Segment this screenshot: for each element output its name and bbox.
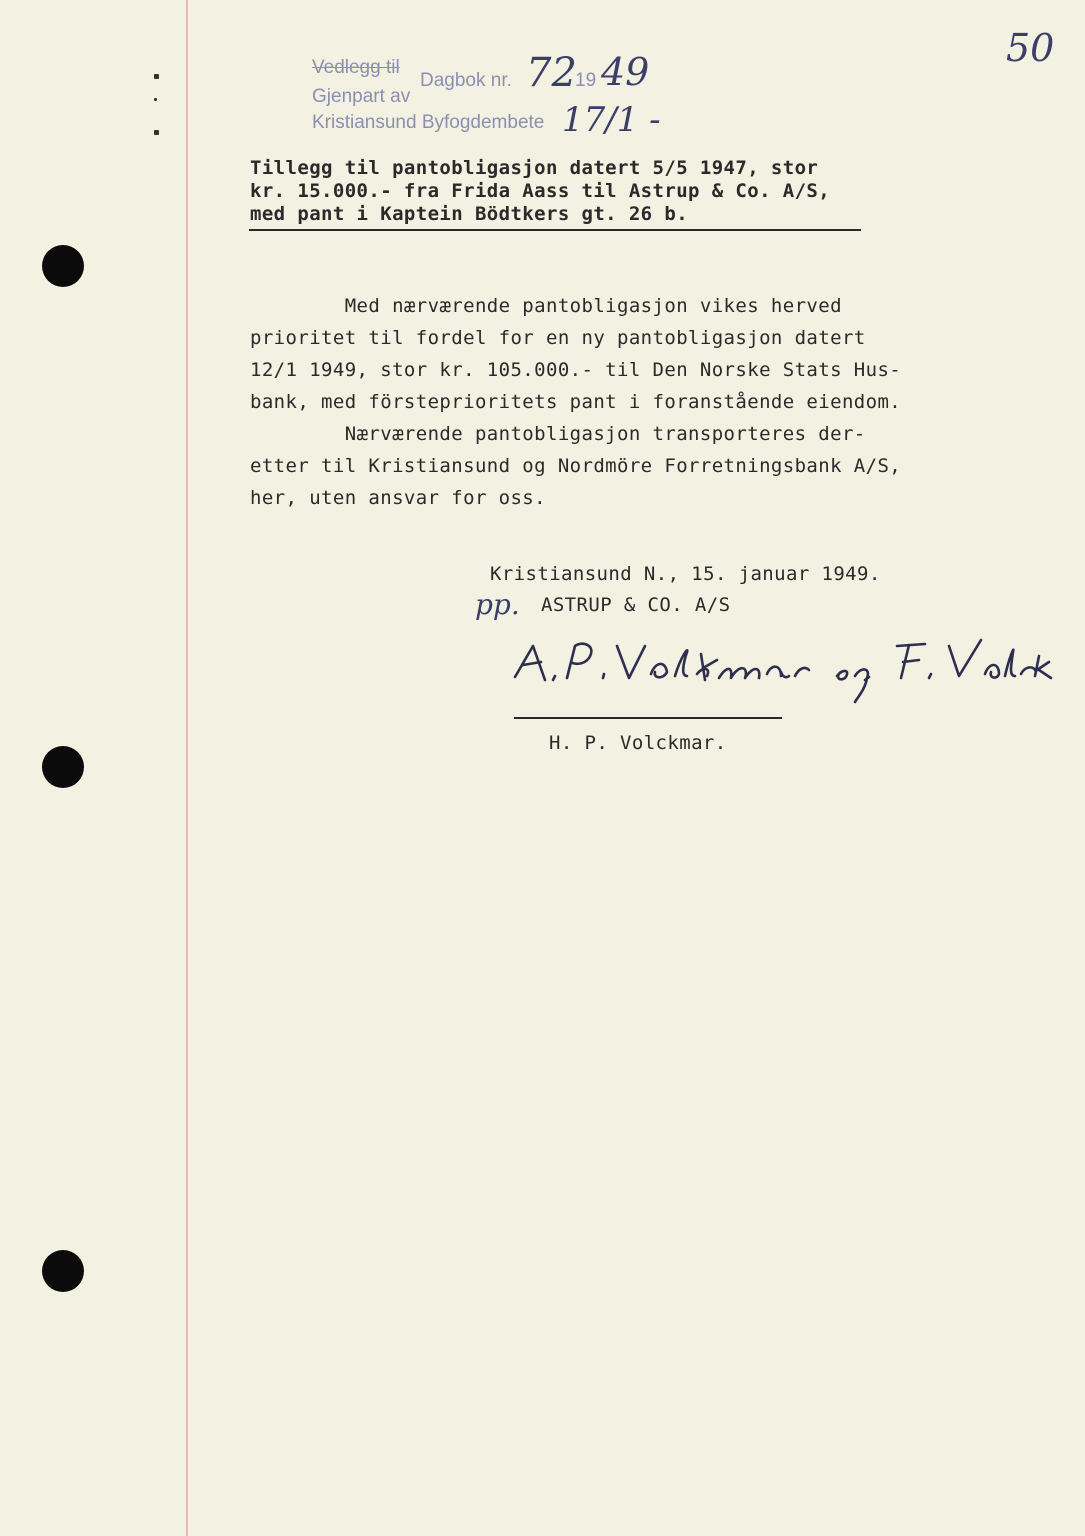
stamp-gjenpart: Gjenpart av <box>312 86 411 107</box>
company-name: ASTRUP & CO. A/S <box>541 594 731 616</box>
body-line-7: her, uten ansvar for oss. <box>250 487 546 509</box>
page-number: 50 <box>1006 26 1055 70</box>
margin-mark <box>154 98 157 101</box>
stamp-year-prefix: 19 <box>575 70 597 91</box>
margin-line <box>186 0 188 1536</box>
signer-name: H. P. Volckmar. <box>549 732 727 754</box>
signature-line <box>514 717 782 719</box>
heading-underline <box>249 229 861 231</box>
margin-mark <box>154 74 159 79</box>
punch-hole-top <box>42 245 84 287</box>
stamp-dagbok-number: 72 <box>526 50 577 96</box>
body-line-1: Med nærværende pantobligasjon vikes herved <box>250 295 842 317</box>
stamp-dagbok-label: Dagbok nr. <box>420 70 512 91</box>
stamp-crossed-text: Vedlegg til <box>312 57 400 78</box>
stamp-office: Kristiansund Byfogdembete <box>312 112 545 133</box>
punch-hole-middle <box>42 746 84 788</box>
heading-line-2: kr. 15.000.- fra Frida Aass til Astrup & Co. A/S, <box>250 180 831 202</box>
body-line-2: prioritet til fordel for en ny pantobligasjon datert <box>250 327 866 349</box>
handwritten-signature <box>505 632 1065 707</box>
body-line-6: etter til Kristiansund og Nordmöre Forretningsbank A/S, <box>250 455 902 477</box>
punch-hole-bottom <box>42 1250 84 1292</box>
stamp-year-suffix: 49 <box>601 50 650 94</box>
body-line-4: bank, med försteprioritets pant i foranstående eiendom. <box>250 391 902 413</box>
heading-line-3: med pant i Kaptein Bödtkers gt. 26 b. <box>250 203 689 225</box>
margin-mark <box>154 130 159 135</box>
body-line-3: 12/1 1949, stor kr. 105.000.- til Den Norske Stats Hus- <box>250 359 902 381</box>
body-line-5: Nærværende pantobligasjon transporteres der- <box>250 423 866 445</box>
pp-mark: pp. <box>475 588 520 621</box>
place-date: Kristiansund N., 15. januar 1949. <box>490 563 881 585</box>
heading-line-1: Tillegg til pantobligasjon datert 5/5 1947, stor <box>250 157 819 179</box>
stamp-date-handwritten: 17/1 - <box>562 100 661 140</box>
